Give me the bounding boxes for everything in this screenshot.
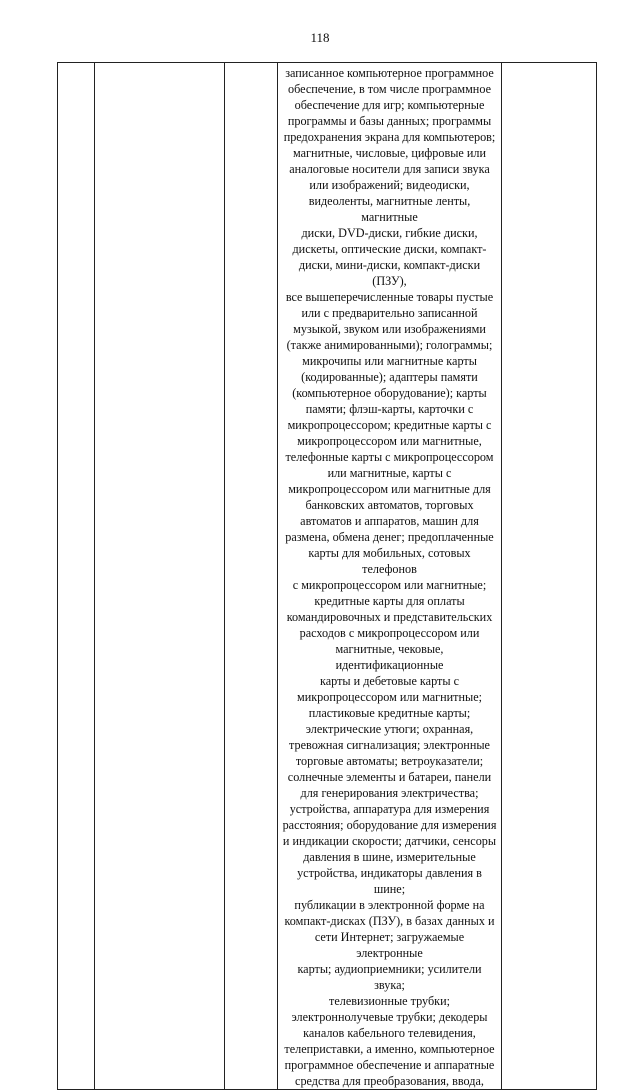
goods-list-text: записанное компьютерное программное обеспечение, в том числе программное обеспечение для игр; компьютерные программы и базы данных; программы предохранения экрана для компьютеров; магнитные, числовые, цифровые или аналоговые носители для записи звука или изображений; видеодиски, видеоленты, магнитные ленты, магнитные диски, DVD-диски, гибкие диски, дискеты, оптические диски, компакт- диски, мини-диски, компакт-диски (ПЗУ), все вышеперечисленные товары пустые или с предварительно записанной музыкой, звуком или изображениями (также анимированными); голограммы; микрочипы или магнитные карты (кодированные); адаптеры памяти (компьютерное оборудование); карты памяти; флэш-карты, карточки с микропроцессором; кредитные карты с микропроцессором или магнитные, телефонные карты с микропроцессором или магнитные, карты с микропроцессором или магнитные для банковских автоматов, торговых автоматов и аппаратов, машин для размена, обмена денег; предоплаченные карты для мобильных, сотовых телефонов с микропроцессором или магнитные; кредитные карты для оплаты командировочных и представительских расходов с микропроцессором или магнитные, чековые, идентификационные карты и дебетовые карты с микропроцессором или магнитные; пластиковые кредитные карты; электрические утюги; охранная, тревожная сигнализация; электронные торговые автоматы; ветроуказатели; солнечные элементы и батареи, панели для генерирования электричества; устройства, аппаратура для измерения расстояния; оборудование для измерения и индикации скорости; датчики, сенсоры давления в шине, измерительные устройства, индикаторы давления в шине; публикации в электронной форме на компакт-дисках (ПЗУ), в базах данных и сети Интернет; загружаемые электронные карты; аудиоприемники; усилители звука; телевизионные трубки; электроннолучевые трубки; декодеры каналов кабельного телевидения, телеприставки, а именно, компьютерное программное обеспечение и аппаратные средства для преобразования, ввода,	[282, 66, 497, 1088]
table-row	[58, 63, 597, 1090]
name-cell	[95, 63, 225, 1090]
goods-list-cell	[278, 63, 502, 1090]
class-cell	[225, 63, 278, 1090]
row-number-cell	[58, 63, 95, 1090]
goods-table	[57, 62, 597, 1090]
page-number: 118	[310, 30, 330, 45]
notes-cell	[502, 63, 597, 1090]
